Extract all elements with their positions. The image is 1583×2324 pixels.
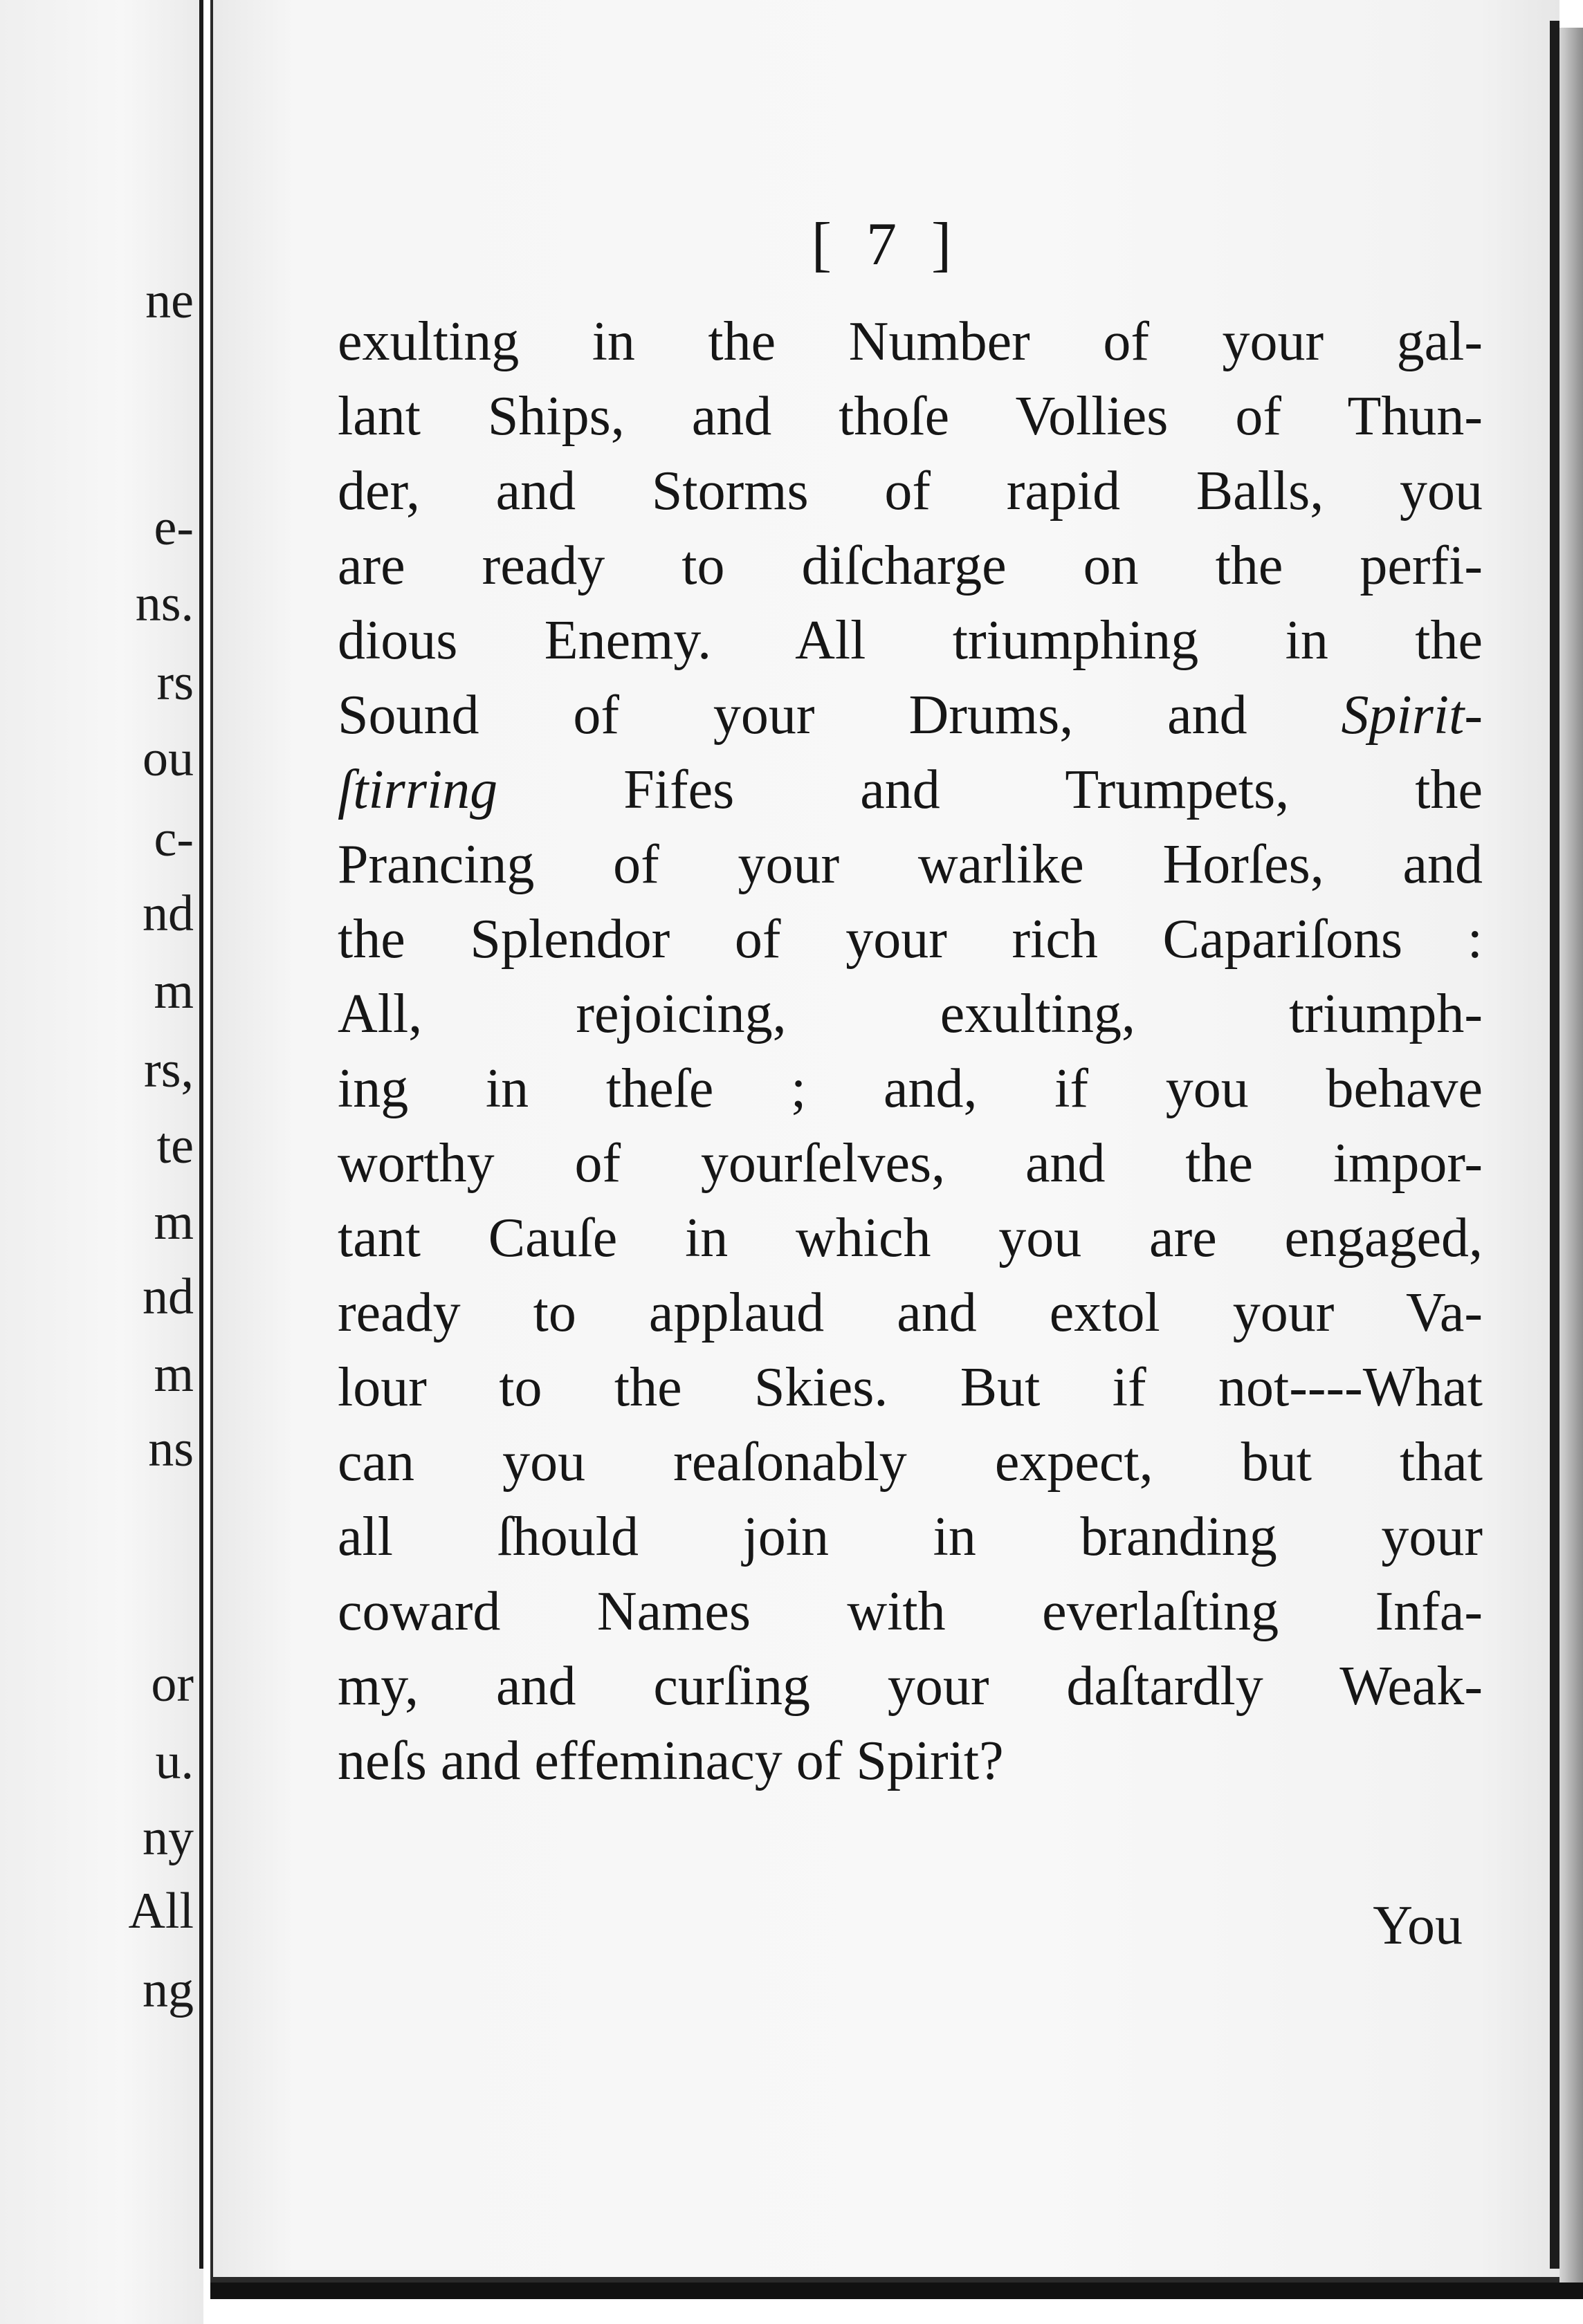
left-fragment: ne (145, 273, 194, 329)
left-fragment: ou (143, 730, 194, 787)
left-fragment: rs, (144, 1042, 194, 1098)
italic-text: ſtirring (338, 759, 498, 820)
page-right-edge (1550, 21, 1559, 2269)
body-text (338, 304, 1483, 1798)
left-fragment: u. (155, 1733, 194, 1790)
left-facing-page (0, 0, 203, 2324)
text-line: lour to the Skies. But if not----What (338, 1357, 1483, 1418)
left-fragment: ng (143, 1962, 194, 2018)
page-bottom-edge (213, 2277, 1562, 2282)
left-fragment: nd (143, 885, 194, 942)
italic-text: Spirit- (1341, 685, 1483, 746)
text-line: can you reaſonably expect, but that (338, 1432, 1483, 1493)
text-line: worthy of yourſelves, and the impor- (338, 1133, 1483, 1194)
text-line: ing in theſe ; and, if you behave (338, 1058, 1483, 1119)
page-stack-bottom (210, 2282, 1583, 2299)
left-fragment: rs (156, 654, 194, 711)
left-fragment: c- (154, 811, 194, 867)
book-gutter (203, 0, 210, 2324)
text-line: the Splendor of your rich Capariſons : (338, 909, 1483, 970)
left-fragment: All (128, 1883, 194, 1939)
text-line: neſs and effeminacy of Spirit? (338, 1731, 1004, 1791)
text-line: coward Names with everlaſting Infa- (338, 1581, 1483, 1642)
text-line: Sound of your Drums, and Spirit- (338, 685, 1483, 746)
page-number: [ 7 ] (811, 211, 962, 278)
left-fragment: te (156, 1118, 194, 1174)
left-fragment: ns. (135, 575, 194, 632)
left-fragment: e- (154, 499, 194, 556)
text-line: lant Ships, and thoſe Vollies of Thun- (338, 386, 1483, 447)
book-page (210, 0, 1559, 2282)
text-line: are ready to diſcharge on the perfi- (338, 535, 1483, 596)
text-line: der, and Storms of rapid Balls, you (338, 461, 1483, 522)
text-line: dious Enemy. All triumphing in the (338, 610, 1483, 671)
left-fragment: m (154, 1194, 194, 1251)
left-fragment: nd (143, 1269, 194, 1325)
text-line: ready to applaud and extol your Va- (338, 1282, 1483, 1343)
left-fragment: ns (148, 1421, 194, 1477)
text-line: all ſhould join in branding your (338, 1506, 1483, 1567)
left-fragment: ny (143, 1809, 194, 1866)
text-line: tant Cauſe in which you are engaged, (338, 1208, 1483, 1269)
page-stack-edge (1559, 28, 1583, 2289)
left-fragment: or (151, 1656, 194, 1713)
text-line: exulting in the Number of your gal- (338, 311, 1483, 372)
catchword: You (1373, 1895, 1463, 1956)
left-fragment: m (154, 1346, 194, 1403)
left-fragment: m (154, 963, 194, 1020)
text-line: All, rejoicing, exulting, triumph- (338, 984, 1483, 1044)
text-line: ſtirring Fifes and Trumpets, the (338, 759, 1483, 820)
left-page-text-fragments (0, 0, 199, 2324)
text-line: Prancing of your warlike Horſes, and (338, 834, 1483, 895)
text-line: my, and curſing your daſtardly Weak- (338, 1656, 1483, 1717)
